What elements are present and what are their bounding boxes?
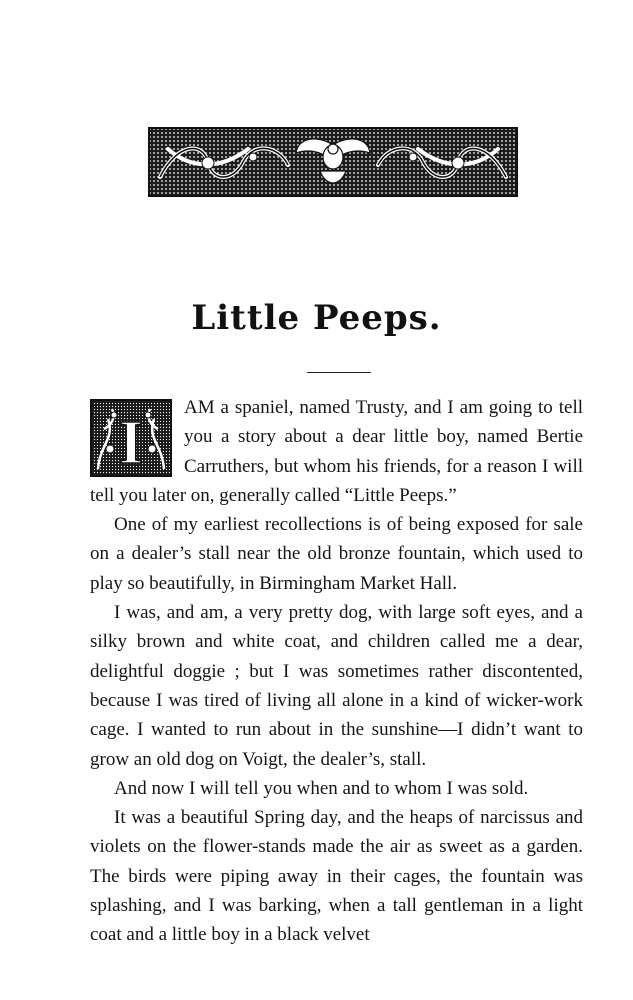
dropcap-letter: I [118,409,144,477]
body-text [90,393,583,950]
paragraph-text: AM a spaniel, named Trusty, and I am going to tell you a story about a dear little boy, named Bertie Carruthers, but whom his friends, for a reason I will tell you later on, generally called “Little Peeps.” [90,397,583,506]
decorated-dropcap [90,399,172,477]
paragraph [90,393,583,510]
ornamental-headpiece [148,127,518,197]
title-rule [307,372,371,373]
paragraph: And now I will tell you when and to whom I was sold. [114,777,529,799]
chapter-title: Little Peeps. [191,298,442,338]
paragraph: I was, and am, a very pretty dog, with large soft eyes, and a silky brown and white coat, and children called me a dear, delightful doggie ; but I was sometimes rather discontented, because I was tired of living all alone in a kind of wicker-work cage. I wanted to run about in the sunshine—I didn’t want to grow an old dog on Voigt, the dealer’s, stall. [90,602,583,770]
paragraph: One of my earliest recollections is of being exposed for sale on a dealer’s stall near the old bronze fountain, which used to play so beautifully, in Birmingham Market Hall. [90,514,583,594]
paragraph: It was a beautiful Spring day, and the heaps of narcissus and violets on the flower-stands made the air as sweet as a garden. The birds were piping away in their cages, the fountain was splashing, and I was barking, when a tall gentleman in a light coat and a little boy in a black velvet [90,807,583,946]
